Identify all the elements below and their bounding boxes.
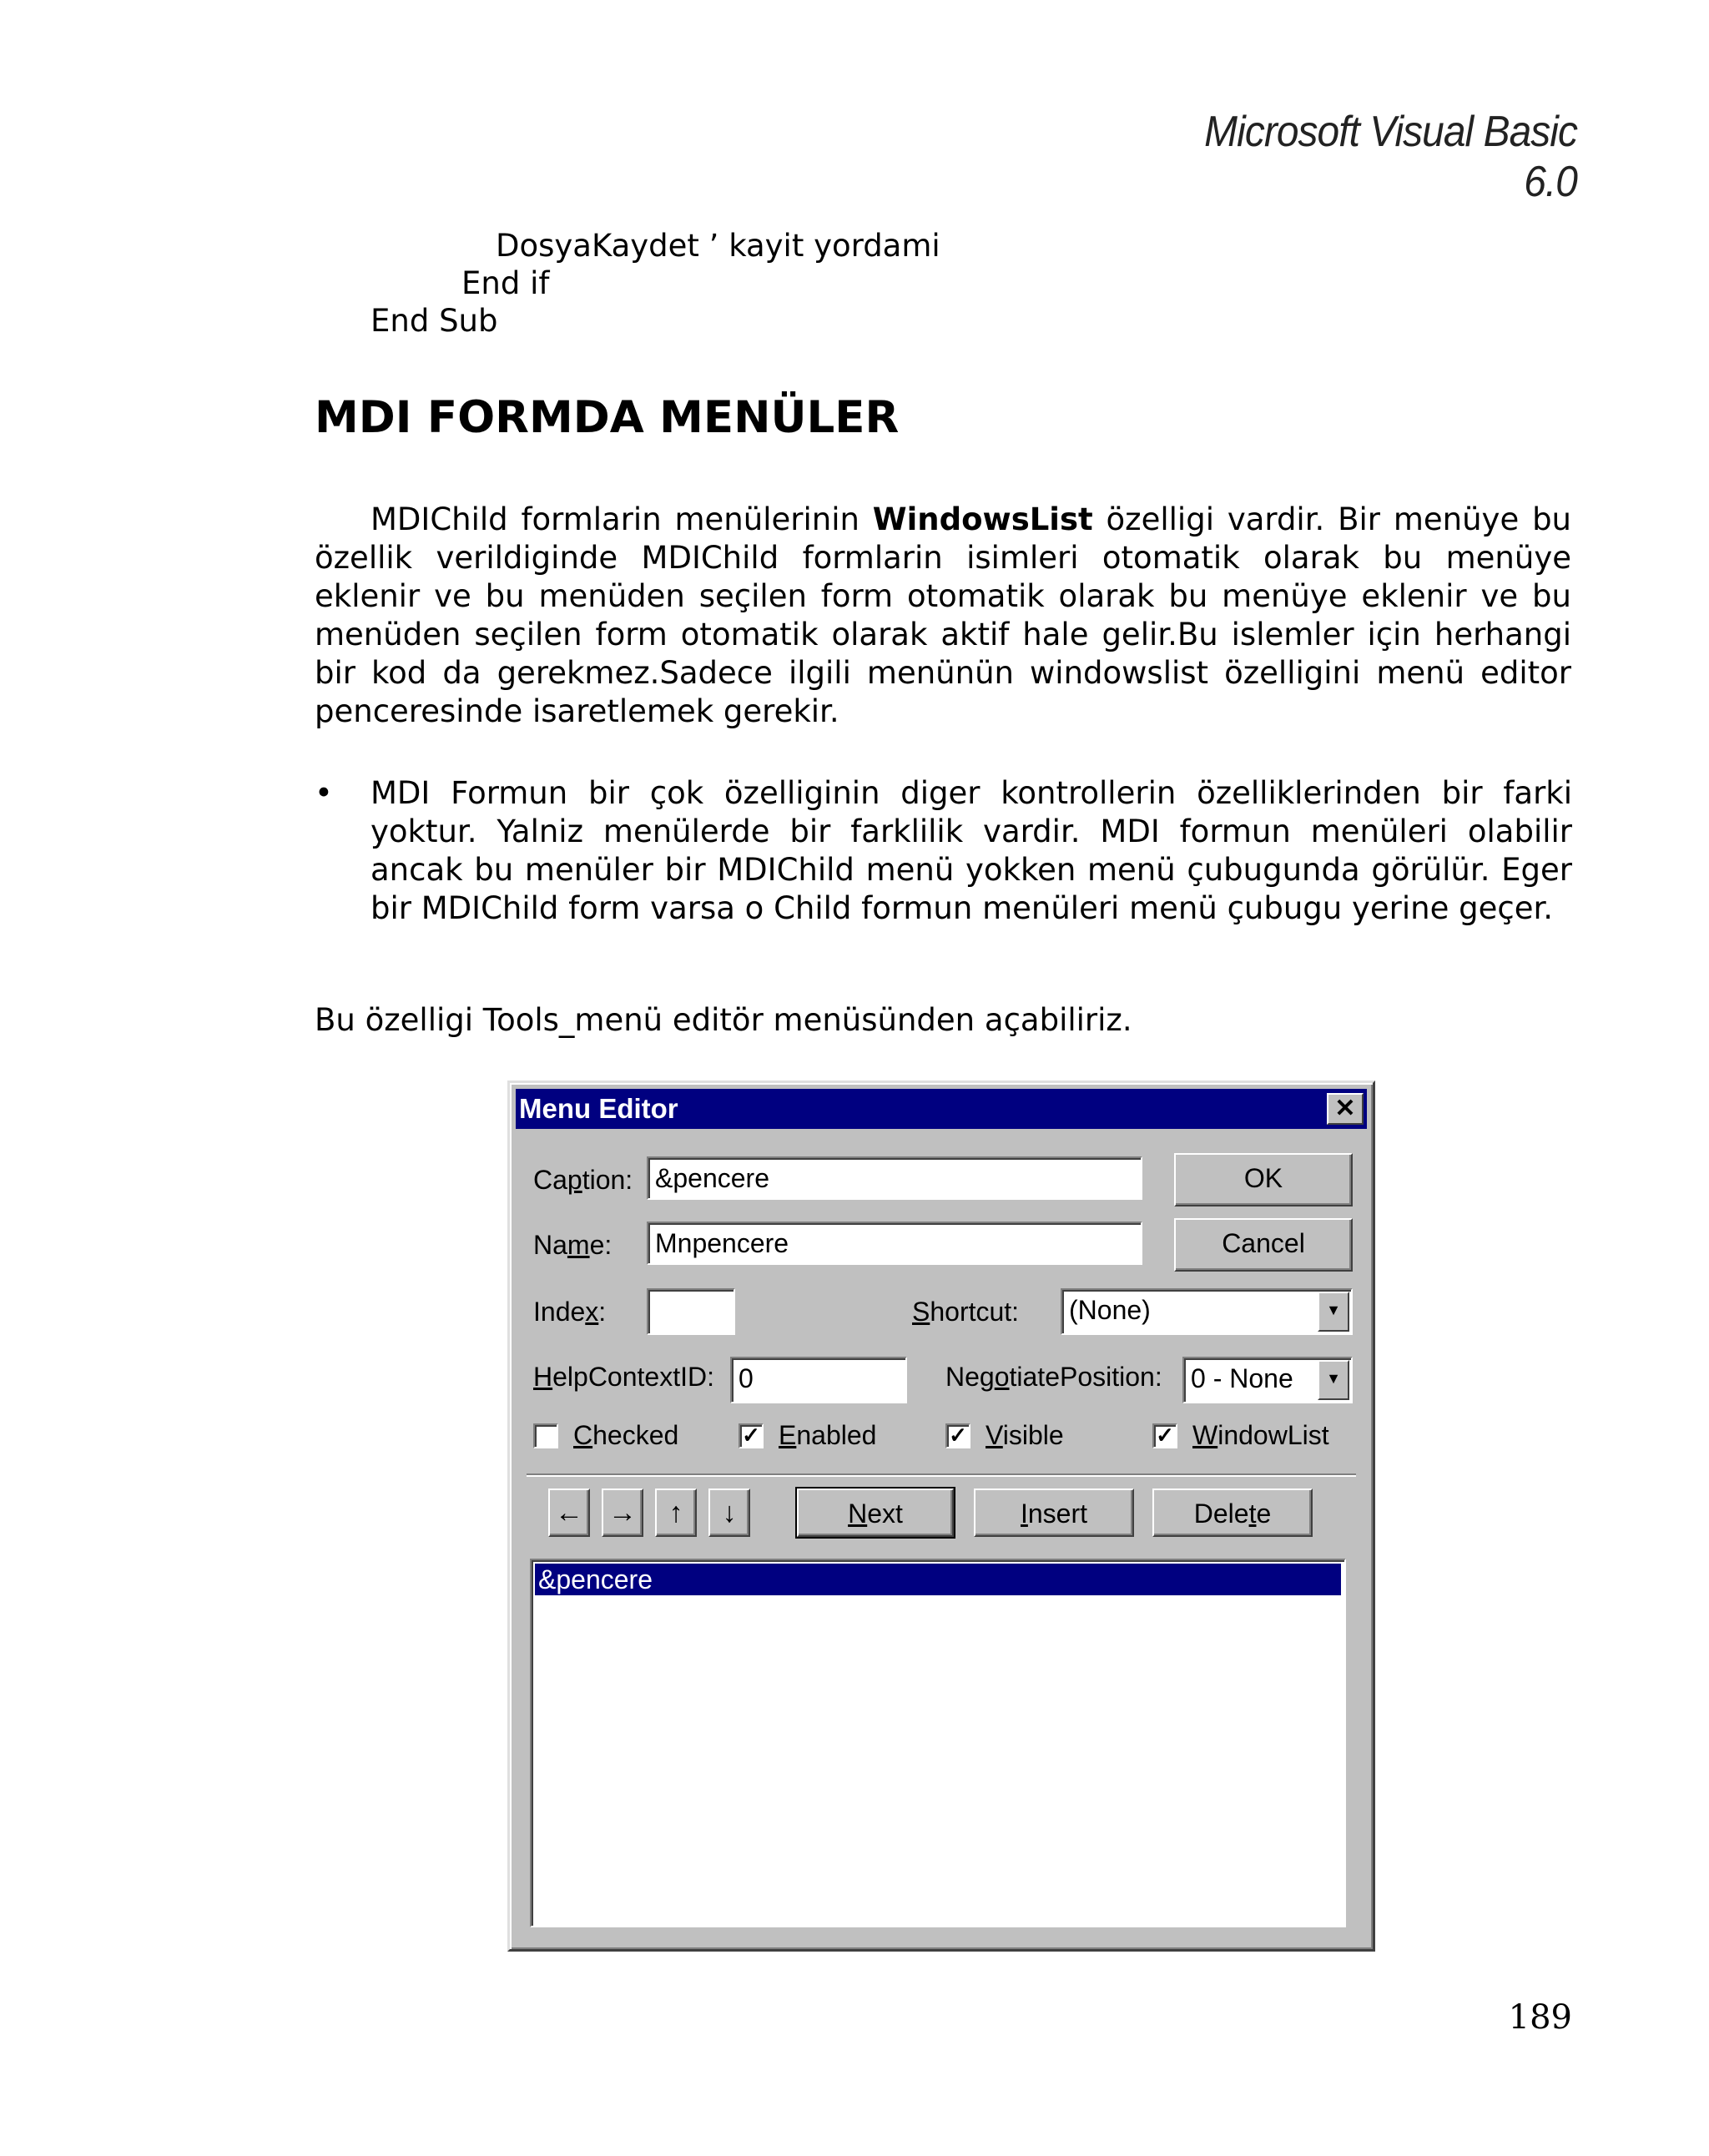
dialog-title: Menu Editor [519, 1093, 678, 1124]
arrow-left-icon[interactable]: ← [548, 1489, 590, 1537]
list-item[interactable]: &pencere [535, 1564, 1341, 1595]
visible-label: Visible [986, 1420, 1064, 1450]
helpcontextid-input[interactable]: 0 [730, 1357, 907, 1403]
paragraph: Bu özelligi Tools_menü editör menüsünden açabiliriz. [315, 1002, 1132, 1038]
section-title: MDI FORMDA MENÜLER [315, 392, 900, 443]
code-line: DosyaKaydet ’ kayit yordami [496, 228, 940, 264]
code-line: End Sub [371, 303, 498, 339]
negotiateposition-select[interactable]: 0 - None ▼ [1182, 1357, 1353, 1403]
cancel-button[interactable]: Cancel [1174, 1218, 1353, 1272]
close-icon[interactable]: ✕ [1327, 1093, 1364, 1125]
paragraph: MDIChild formlarin menülerinin WindowsList özelligi vardir. Bir menüye bu özellik verildiginde MDIChild formlarin isimleri otomatik olarak bu menüye eklenir ve bu menüden seçilen form otomatik olarak bu menüye eklenir ve bu menüden seçilen form otomatik olarak aktif hale gelir.Bu islemler için herhangi bir kod da gerekmez.Sadece ilgili menünün windowslist özelligini menü editor penceresinde isaretlemek gerekir. [315, 501, 1571, 729]
index-label: Index: [533, 1297, 607, 1327]
menu-list[interactable] [530, 1559, 1346, 1927]
page-number: 189 [1508, 1998, 1572, 2037]
running-header: Microsoft Visual Basic 6.0 [1204, 108, 1577, 206]
enabled-checkbox[interactable]: ✓ [739, 1423, 764, 1448]
enabled-label: Enabled [779, 1420, 877, 1450]
arrow-up-icon[interactable]: ↑ [655, 1489, 697, 1537]
visible-checkbox[interactable]: ✓ [945, 1423, 970, 1448]
checked-checkbox[interactable] [533, 1423, 558, 1448]
menu-editor-dialog [507, 1081, 1375, 1952]
ok-button[interactable]: OK [1174, 1153, 1353, 1206]
shortcut-label: Shortcut: [912, 1297, 1020, 1327]
caption-label: Caption: [533, 1165, 633, 1195]
windowlist-label: WindowList [1192, 1420, 1329, 1450]
windowlist-checkbox[interactable]: ✓ [1152, 1423, 1177, 1448]
separator [527, 1473, 1356, 1477]
insert-button[interactable]: Insert [974, 1489, 1134, 1537]
negotiateposition-label: NegotiatePosition: [945, 1362, 1162, 1392]
bullet-symbol: • [315, 775, 333, 811]
index-input[interactable] [647, 1288, 735, 1335]
code-line: End if [461, 265, 550, 301]
chevron-down-icon[interactable]: ▼ [1318, 1360, 1349, 1400]
arrow-down-icon[interactable]: ↓ [708, 1489, 750, 1537]
next-button[interactable]: Next [797, 1489, 954, 1537]
dialog-titlebar [516, 1089, 1367, 1129]
name-input[interactable]: Mnpencere [647, 1222, 1142, 1265]
delete-button[interactable]: Delete [1152, 1489, 1313, 1537]
checked-label: Checked [573, 1420, 679, 1450]
chevron-down-icon[interactable]: ▼ [1318, 1292, 1349, 1332]
name-label: Name: [533, 1230, 613, 1260]
shortcut-select[interactable]: (None) ▼ [1061, 1288, 1353, 1335]
helpcontextid-label: HelpContextID: [533, 1362, 714, 1392]
arrow-right-icon[interactable]: → [602, 1489, 643, 1537]
caption-input[interactable]: &pencere [647, 1156, 1142, 1200]
bullet-paragraph: MDI Formun bir çok özelliginin diger kontrollerin özelliklerinden bir farki yoktur. Yalniz menülerde bir farklilik vardir. MDI formun menüleri olabilir ancak bu menüler bir MDIChild menü yokken menü çubugunda görülür. Eger bir MDIChild form varsa o Child formun menüleri menü çubugu yerine geçer. [371, 775, 1572, 926]
